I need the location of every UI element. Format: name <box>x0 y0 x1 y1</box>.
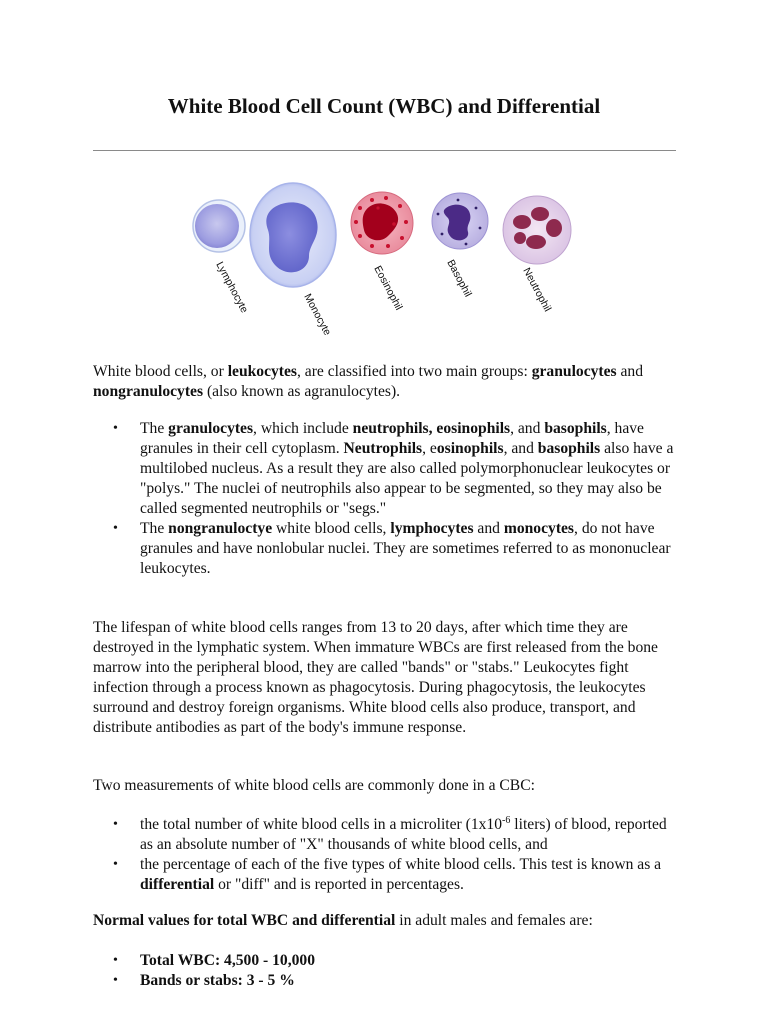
cbc-intro-paragraph: Two measurements of white blood cells are commonly done in a CBC: <box>93 777 535 794</box>
list-item-total-count: • the total number of white blood cells in a microliter ($1x10^{-6}$ liters) of blood, reported as an absolute number of "X" thousands of white blood cells, and <box>93 815 683 855</box>
neutrophil-cell <box>503 196 571 264</box>
normal-values-heading: Normal values for total WBC and differential in adult males and females are: <box>93 912 593 929</box>
page-title: White Blood Cell Count (WBC) and Differential <box>167 94 601 118</box>
intro-paragraph <box>93 362 683 402</box>
intro-bold-granulocytes: granulocytes <box>531 363 617 380</box>
intro-bold-nongranulocytes: nongranulocytes <box>93 383 204 400</box>
intro-text: (also known as agranulocytes). <box>203 383 401 400</box>
label-eosinophil: Eosinophil <box>371 263 405 313</box>
normal-values-list <box>93 951 683 991</box>
intro-text: , are classified into two main groups: <box>296 363 532 380</box>
list-item-differential: • the percentage of each of the five types of white blood cells. This test is known as a differential or "diff" and is reported in percentages. <box>93 855 683 895</box>
eosinophil-cell <box>351 192 413 254</box>
label-basophil: Basophil <box>444 257 474 299</box>
title-divider <box>93 150 676 151</box>
basophil-cell <box>432 193 488 249</box>
white-blood-cell-illustration <box>176 178 596 338</box>
label-lymphocyte: Lymphocyte <box>213 259 251 316</box>
cell-types-list <box>93 419 683 579</box>
list-item-nongranulocytes: • The nongranuloctye white blood cells, lymphocytes and monocytes, do not have granules and have nonlobular nuclei. They are sometimes referred to as mononuclear leukocytes. <box>93 519 683 579</box>
lifespan-paragraph: The lifespan of white blood cells ranges from 13 to 20 days, after which time they are destroyed in the lymphatic system. When immature WBCs are first released from the bone marrow into the peripheral blood, they are called "bands" or "stabs." Leukocytes fight infection through a process known as phagocytosis. During phagocytosis, the leukocytes surround and destroy foreign organisms. White blood cells also produce, transport, and distribute antibodies as part of the body's immune response. <box>93 619 658 736</box>
intro-text: and <box>616 363 644 380</box>
list-item-bands: • Bands or stabs: 3 - 5 % <box>93 971 683 991</box>
list-item-total-wbc: • Total WBC: 4,500 - 10,000 <box>93 951 683 971</box>
intro-bold-leukocytes: leukocytes <box>227 363 297 380</box>
label-neutrophil: Neutrophil <box>520 265 554 314</box>
lymphocyte-cell <box>193 200 245 252</box>
intro-text: White blood cells, or <box>93 363 228 380</box>
list-item-granulocytes: • The granulocytes, which include neutrophils, eosinophils, and basophils, have granules in their cell cytoplasm. Neutrophils, eosinophils, and basophils also have a multilobed nucleus. As a result they are also called polymorphonuclear leukocytes or "polys." The nuclei of neutrophils also appear to be segmented, so they may also be called segmented neutrophils or "segs." <box>93 419 683 519</box>
measurements-list <box>93 815 683 895</box>
label-monocyte: Monocyte <box>301 291 334 338</box>
monocyte-cell <box>250 183 336 287</box>
